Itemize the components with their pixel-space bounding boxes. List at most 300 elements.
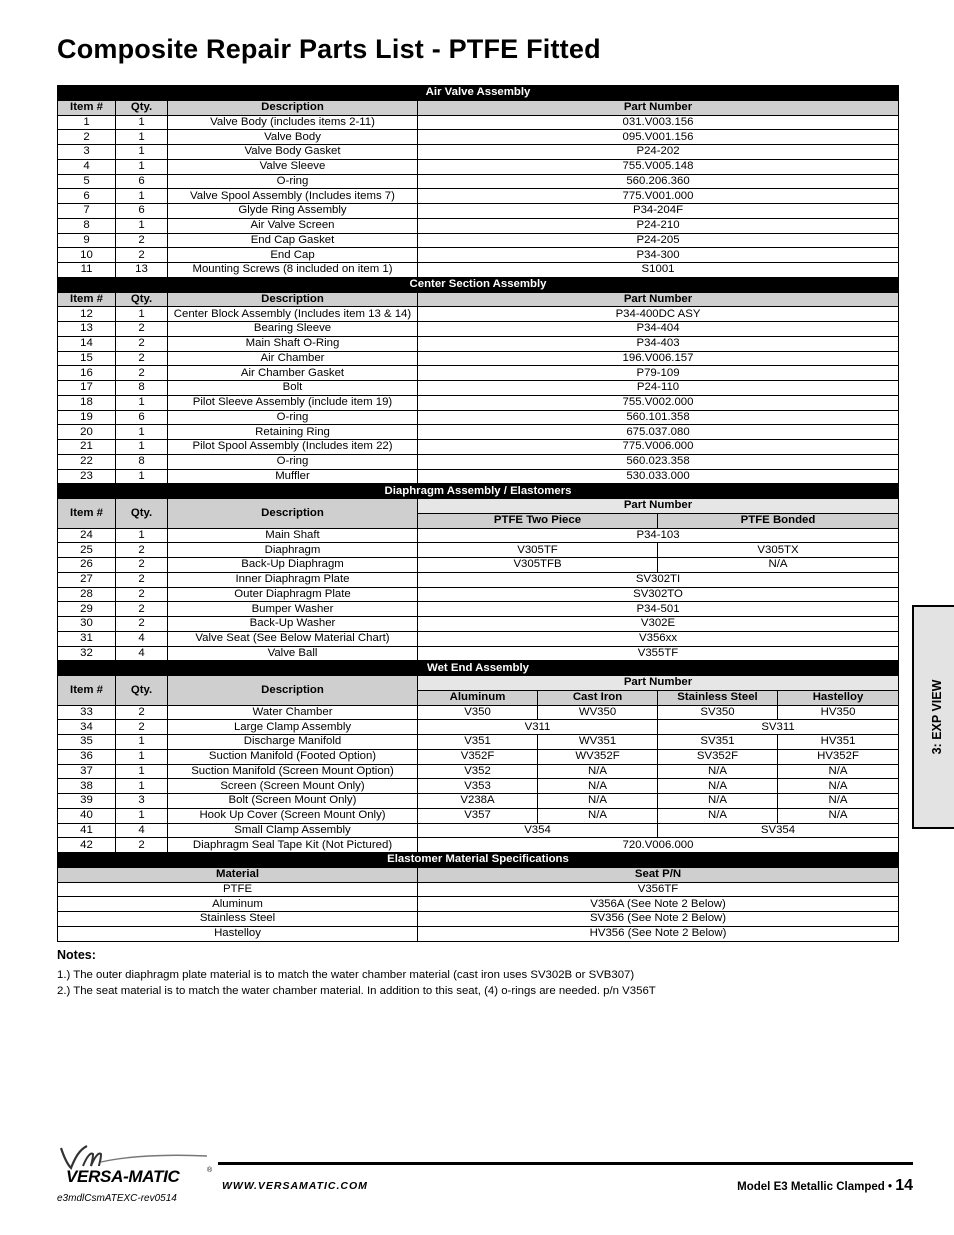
part-number-cell: 755.V002.000 — [418, 395, 899, 410]
center-section-header-row — [58, 292, 899, 307]
description-cell: Bumper Washer — [168, 602, 418, 617]
item-number-cell: 17 — [58, 381, 116, 396]
parts-table — [57, 85, 899, 942]
item-number-cell: 38 — [58, 779, 116, 794]
column-header-part-number: Part Number — [418, 100, 899, 115]
wet-end-section-heading-row — [58, 661, 899, 676]
description-cell: Main Shaft — [168, 528, 418, 543]
part-number-cell: N/A — [778, 808, 899, 823]
table-row — [58, 248, 899, 263]
table-row — [58, 779, 899, 794]
item-number-cell: 26 — [58, 558, 116, 573]
table-row — [58, 631, 899, 646]
elastomer-section-heading: Elastomer Material Specifications — [58, 853, 899, 868]
part-number-cell: P34-300 — [418, 248, 899, 263]
part-number-cell: P24-210 — [418, 218, 899, 233]
table-row — [58, 263, 899, 278]
part-number-cell: SV350 — [658, 705, 778, 720]
table-row — [58, 366, 899, 381]
description-cell: Muffler — [168, 469, 418, 484]
table-row — [58, 528, 899, 543]
description-cell: Valve Body (includes items 2-11) — [168, 115, 418, 130]
logo-wordmark: VERSA-MATIC — [66, 1167, 180, 1186]
description-cell: Pilot Spool Assembly (Includes item 22) — [168, 440, 418, 455]
part-number-cell: V356xx — [418, 631, 899, 646]
table-row — [58, 572, 899, 587]
item-number-cell: 32 — [58, 646, 116, 661]
description-cell: Glyde Ring Assembly — [168, 204, 418, 219]
wet-end-section-heading: Wet End Assembly — [58, 661, 899, 676]
item-number-cell: 1 — [58, 115, 116, 130]
table-row — [58, 159, 899, 174]
part-number-cell: V352 — [418, 764, 538, 779]
part-number-cell: P34-103 — [418, 528, 899, 543]
qty-cell: 2 — [116, 558, 168, 573]
item-number-cell: 22 — [58, 454, 116, 469]
note-2: 2.) The seat material is to match the water chamber material. In addition to this seat, (4) o-rings are needed. p/n V356T — [57, 985, 656, 997]
description-cell: Suction Manifold (Footed Option) — [168, 749, 418, 764]
item-number-cell: 37 — [58, 764, 116, 779]
description-cell: Back-Up Diaphragm — [168, 558, 418, 573]
item-number-cell: 3 — [58, 145, 116, 160]
table-row — [58, 543, 899, 558]
column-header-ptfe-bonded: PTFE Bonded — [658, 513, 899, 528]
section-side-tab[interactable] — [912, 605, 954, 829]
item-number-cell: 15 — [58, 351, 116, 366]
item-number-cell: 25 — [58, 543, 116, 558]
part-number-cell: N/A — [658, 808, 778, 823]
item-number-cell: 2 — [58, 130, 116, 145]
table-row — [58, 749, 899, 764]
description-cell: Diaphragm — [168, 543, 418, 558]
table-row — [58, 882, 899, 897]
part-number-cell: N/A — [538, 764, 658, 779]
item-number-cell: 14 — [58, 336, 116, 351]
column-header-qty: Qty. — [116, 292, 168, 307]
description-cell: Hook Up Cover (Screen Mount Only) — [168, 808, 418, 823]
part-number-ptfe-bonded-cell: V305TX — [658, 543, 899, 558]
material-cell: Aluminum — [58, 897, 418, 912]
part-number-cell: V355TF — [418, 646, 899, 661]
part-number-cell: WV350 — [538, 705, 658, 720]
qty-cell: 1 — [116, 395, 168, 410]
logo-registered-mark: ® — [207, 1167, 213, 1174]
item-number-cell: 11 — [58, 263, 116, 278]
item-number-cell: 36 — [58, 749, 116, 764]
column-header-material: Material — [58, 867, 418, 882]
description-cell: Main Shaft O-Ring — [168, 336, 418, 351]
description-cell: Bolt (Screen Mount Only) — [168, 794, 418, 809]
table-row — [58, 720, 899, 735]
item-number-cell: 33 — [58, 705, 116, 720]
part-number-cell: P34-400DC ASY — [418, 307, 899, 322]
qty-cell: 2 — [116, 587, 168, 602]
qty-cell: 2 — [116, 543, 168, 558]
material-cell: PTFE — [58, 882, 418, 897]
qty-cell: 2 — [116, 572, 168, 587]
table-row — [58, 469, 899, 484]
part-number-cell: WV352F — [538, 749, 658, 764]
part-number-cell: N/A — [538, 779, 658, 794]
table-row — [58, 395, 899, 410]
qty-cell: 4 — [116, 646, 168, 661]
item-number-cell: 18 — [58, 395, 116, 410]
description-cell: Bearing Sleeve — [168, 322, 418, 337]
part-number-cell: 095.V001.156 — [418, 130, 899, 145]
part-number-cell: WV351 — [538, 735, 658, 750]
column-header-part-number: Part Number — [418, 676, 899, 691]
part-number-cell: S1001 — [418, 263, 899, 278]
description-cell: Valve Ball — [168, 646, 418, 661]
table-row — [58, 587, 899, 602]
description-cell: Suction Manifold (Screen Mount Option) — [168, 764, 418, 779]
part-number-cell: P34-403 — [418, 336, 899, 351]
column-header-description: Description — [168, 676, 418, 706]
qty-cell: 1 — [116, 808, 168, 823]
seat-pn-cell: HV356 (See Note 2 Below) — [418, 926, 899, 941]
table-row — [58, 174, 899, 189]
description-cell: O-ring — [168, 174, 418, 189]
air-valve-section-heading-row — [58, 86, 899, 101]
description-cell: Diaphragm Seal Tape Kit (Not Pictured) — [168, 838, 418, 853]
qty-cell: 2 — [116, 233, 168, 248]
qty-cell: 1 — [116, 735, 168, 750]
item-number-cell: 30 — [58, 617, 116, 632]
table-row — [58, 130, 899, 145]
part-number-cell: P34-404 — [418, 322, 899, 337]
description-cell: Center Block Assembly (Includes item 13 & 14) — [168, 307, 418, 322]
description-cell: Screen (Screen Mount Only) — [168, 779, 418, 794]
part-number-cell: V357 — [418, 808, 538, 823]
description-cell: Large Clamp Assembly — [168, 720, 418, 735]
model-page-label — [737, 1177, 913, 1195]
description-cell: Air Chamber Gasket — [168, 366, 418, 381]
part-number-cell: HV352F — [778, 749, 899, 764]
item-number-cell: 39 — [58, 794, 116, 809]
description-cell: Valve Seat (See Below Material Chart) — [168, 631, 418, 646]
column-header-qty: Qty. — [116, 499, 168, 529]
description-cell: Valve Body — [168, 130, 418, 145]
part-number-cell: N/A — [658, 779, 778, 794]
part-number-cell: V238A — [418, 794, 538, 809]
table-row — [58, 735, 899, 750]
description-cell: Valve Body Gasket — [168, 145, 418, 160]
diaphragm-section-heading: Diaphragm Assembly / Elastomers — [58, 484, 899, 499]
table-row — [58, 204, 899, 219]
column-header-item: Item # — [58, 499, 116, 529]
part-number-cell: P79-109 — [418, 366, 899, 381]
item-number-cell: 24 — [58, 528, 116, 543]
description-cell: Small Clamp Assembly — [168, 823, 418, 838]
part-number-cell: P34-204F — [418, 204, 899, 219]
part-number-cell: V352F — [418, 749, 538, 764]
part-number-cell: V302E — [418, 617, 899, 632]
part-number-cell: SV351 — [658, 735, 778, 750]
website-link[interactable]: WWW.VERSAMATIC.COM — [222, 1180, 368, 1192]
seat-pn-cell: V356TF — [418, 882, 899, 897]
qty-cell: 1 — [116, 307, 168, 322]
column-header-material: Stainless Steel — [658, 690, 778, 705]
item-number-cell: 8 — [58, 218, 116, 233]
air-valve-header-row — [58, 100, 899, 115]
description-cell: Inner Diaphragm Plate — [168, 572, 418, 587]
part-number-cell: N/A — [778, 779, 899, 794]
table-row — [58, 410, 899, 425]
page-number: 14 — [895, 1177, 913, 1194]
qty-cell: 8 — [116, 454, 168, 469]
qty-cell: 1 — [116, 528, 168, 543]
qty-cell: 1 — [116, 218, 168, 233]
description-cell: Bolt — [168, 381, 418, 396]
table-row — [58, 336, 899, 351]
description-cell: Valve Sleeve — [168, 159, 418, 174]
item-number-cell: 34 — [58, 720, 116, 735]
part-number-cell: V351 — [418, 735, 538, 750]
item-number-cell: 6 — [58, 189, 116, 204]
table-row — [58, 646, 899, 661]
page-title: Composite Repair Parts List - PTFE Fitted — [57, 34, 601, 64]
item-number-cell: 42 — [58, 838, 116, 853]
part-number-cell: 031.V003.156 — [418, 115, 899, 130]
qty-cell: 1 — [116, 749, 168, 764]
part-number-cell: P24-202 — [418, 145, 899, 160]
column-header-material: Cast Iron — [538, 690, 658, 705]
item-number-cell: 5 — [58, 174, 116, 189]
table-row — [58, 617, 899, 632]
column-header-description: Description — [168, 499, 418, 529]
table-row — [58, 705, 899, 720]
description-cell: Mounting Screws (8 included on item 1) — [168, 263, 418, 278]
description-cell: O-ring — [168, 410, 418, 425]
item-number-cell: 35 — [58, 735, 116, 750]
part-number-cell: 775.V006.000 — [418, 440, 899, 455]
part-number-cell: N/A — [538, 794, 658, 809]
table-row — [58, 425, 899, 440]
part-number-ptfe-two-piece-cell: V305TFB — [418, 558, 658, 573]
column-header-qty: Qty. — [116, 676, 168, 706]
qty-cell: 1 — [116, 469, 168, 484]
item-number-cell: 40 — [58, 808, 116, 823]
notes-section — [57, 948, 656, 1001]
table-row — [58, 926, 899, 941]
item-number-cell: 28 — [58, 587, 116, 602]
item-number-cell: 7 — [58, 204, 116, 219]
qty-cell: 2 — [116, 705, 168, 720]
item-number-cell: 4 — [58, 159, 116, 174]
side-tab-label: 3: EXP VIEW — [930, 679, 944, 755]
table-row — [58, 808, 899, 823]
table-row — [58, 381, 899, 396]
elastomer-header-row — [58, 867, 899, 882]
column-header-qty: Qty. — [116, 100, 168, 115]
part-number-cell: 720.V006.000 — [418, 838, 899, 853]
column-header-part-number: Part Number — [418, 499, 899, 514]
item-number-cell: 16 — [58, 366, 116, 381]
item-number-cell: 13 — [58, 322, 116, 337]
qty-cell: 1 — [116, 159, 168, 174]
qty-cell: 4 — [116, 631, 168, 646]
item-number-cell: 41 — [58, 823, 116, 838]
qty-cell: 2 — [116, 366, 168, 381]
qty-cell: 1 — [116, 764, 168, 779]
qty-cell: 1 — [116, 189, 168, 204]
air-valve-section-heading: Air Valve Assembly — [58, 86, 899, 101]
qty-cell: 2 — [116, 351, 168, 366]
item-number-cell: 29 — [58, 602, 116, 617]
part-number-cell: N/A — [658, 764, 778, 779]
material-cell: Hastelloy — [58, 926, 418, 941]
description-cell: End Cap Gasket — [168, 233, 418, 248]
qty-cell: 6 — [116, 204, 168, 219]
seat-pn-cell: V356A (See Note 2 Below) — [418, 897, 899, 912]
part-number-cell: 560.023.358 — [418, 454, 899, 469]
part-number-cell: SV354 — [658, 823, 899, 838]
item-number-cell: 9 — [58, 233, 116, 248]
notes-heading: Notes: — [57, 948, 96, 962]
part-number-cell: N/A — [778, 794, 899, 809]
description-cell: Pilot Sleeve Assembly (include item 19) — [168, 395, 418, 410]
part-number-cell: N/A — [778, 764, 899, 779]
qty-cell: 2 — [116, 617, 168, 632]
table-row — [58, 322, 899, 337]
qty-cell: 1 — [116, 440, 168, 455]
part-number-cell: SV302TI — [418, 572, 899, 587]
column-header-ptfe-two-piece: PTFE Two Piece — [418, 513, 658, 528]
elastomer-section-heading-row — [58, 853, 899, 868]
qty-cell: 1 — [116, 425, 168, 440]
footer-rule — [218, 1162, 913, 1165]
table-row — [58, 838, 899, 853]
description-cell: Back-Up Washer — [168, 617, 418, 632]
column-header-item: Item # — [58, 292, 116, 307]
table-row — [58, 218, 899, 233]
part-number-cell: SV302TO — [418, 587, 899, 602]
center-section-heading: Center Section Assembly — [58, 277, 899, 292]
column-header-item: Item # — [58, 100, 116, 115]
table-row — [58, 440, 899, 455]
table-row — [58, 454, 899, 469]
part-number-cell: 530.033.000 — [418, 469, 899, 484]
part-number-cell: 775.V001.000 — [418, 189, 899, 204]
part-number-cell: 196.V006.157 — [418, 351, 899, 366]
part-number-cell: SV352F — [658, 749, 778, 764]
qty-cell: 2 — [116, 248, 168, 263]
item-number-cell: 20 — [58, 425, 116, 440]
qty-cell: 4 — [116, 823, 168, 838]
table-row — [58, 602, 899, 617]
item-number-cell: 12 — [58, 307, 116, 322]
item-number-cell: 23 — [58, 469, 116, 484]
part-number-cell: V311 — [418, 720, 658, 735]
part-number-cell: N/A — [658, 794, 778, 809]
description-cell: Water Chamber — [168, 705, 418, 720]
column-header-item: Item # — [58, 676, 116, 706]
part-number-cell: V350 — [418, 705, 538, 720]
column-header-description: Description — [168, 100, 418, 115]
description-cell: End Cap — [168, 248, 418, 263]
column-header-seat-pn: Seat P/N — [418, 867, 899, 882]
part-number-cell: P24-110 — [418, 381, 899, 396]
column-header-part-number: Part Number — [418, 292, 899, 307]
part-number-cell: P24-205 — [418, 233, 899, 248]
part-number-ptfe-bonded-cell: N/A — [658, 558, 899, 573]
column-header-description: Description — [168, 292, 418, 307]
document-code: e3mdlCsmATEXC-rev0514 — [57, 1193, 177, 1204]
table-row — [58, 794, 899, 809]
qty-cell: 6 — [116, 174, 168, 189]
item-number-cell: 19 — [58, 410, 116, 425]
part-number-cell: HV350 — [778, 705, 899, 720]
qty-cell: 2 — [116, 602, 168, 617]
item-number-cell: 10 — [58, 248, 116, 263]
table-row — [58, 115, 899, 130]
qty-cell: 1 — [116, 779, 168, 794]
table-row — [58, 897, 899, 912]
qty-cell: 13 — [116, 263, 168, 278]
qty-cell: 1 — [116, 130, 168, 145]
item-number-cell: 21 — [58, 440, 116, 455]
part-number-cell: 675.037.080 — [418, 425, 899, 440]
wet-end-header-row — [58, 676, 899, 691]
description-cell: Valve Spool Assembly (Includes items 7) — [168, 189, 418, 204]
part-number-cell: 560.101.358 — [418, 410, 899, 425]
seat-pn-cell: SV356 (See Note 2 Below) — [418, 912, 899, 927]
qty-cell: 2 — [116, 720, 168, 735]
description-cell: Outer Diaphragm Plate — [168, 587, 418, 602]
qty-cell: 2 — [116, 322, 168, 337]
item-number-cell: 31 — [58, 631, 116, 646]
part-number-cell: P34-501 — [418, 602, 899, 617]
qty-cell: 1 — [116, 145, 168, 160]
qty-cell: 2 — [116, 838, 168, 853]
material-cell: Stainless Steel — [58, 912, 418, 927]
model-name: Model E3 Metallic Clamped • — [737, 1181, 896, 1193]
qty-cell: 3 — [116, 794, 168, 809]
table-row — [58, 307, 899, 322]
note-1: 1.) The outer diaphragm plate material is to match the water chamber material (cast iron uses SV302B or SVB307) — [57, 969, 635, 981]
diaphragm-section-heading-row — [58, 484, 899, 499]
description-cell: Air Valve Screen — [168, 218, 418, 233]
table-row — [58, 233, 899, 248]
qty-cell: 8 — [116, 381, 168, 396]
part-number-cell: N/A — [538, 808, 658, 823]
qty-cell: 6 — [116, 410, 168, 425]
part-number-cell: SV311 — [658, 720, 899, 735]
description-cell: Retaining Ring — [168, 425, 418, 440]
table-row — [58, 351, 899, 366]
table-row — [58, 558, 899, 573]
qty-cell: 2 — [116, 336, 168, 351]
table-row — [58, 823, 899, 838]
diaphragm-header-row — [58, 499, 899, 514]
table-row — [58, 912, 899, 927]
part-number-cell: 755.V005.148 — [418, 159, 899, 174]
part-number-cell: V354 — [418, 823, 658, 838]
center-section-heading-row — [58, 277, 899, 292]
part-number-ptfe-two-piece-cell: V305TF — [418, 543, 658, 558]
table-row — [58, 145, 899, 160]
column-header-material: Aluminum — [418, 690, 538, 705]
part-number-cell: V353 — [418, 779, 538, 794]
part-number-cell: 560.206.360 — [418, 174, 899, 189]
qty-cell: 1 — [116, 115, 168, 130]
item-number-cell: 27 — [58, 572, 116, 587]
table-row — [58, 189, 899, 204]
table-row — [58, 764, 899, 779]
description-cell: Discharge Manifold — [168, 735, 418, 750]
column-header-material: Hastelloy — [778, 690, 899, 705]
part-number-cell: HV351 — [778, 735, 899, 750]
